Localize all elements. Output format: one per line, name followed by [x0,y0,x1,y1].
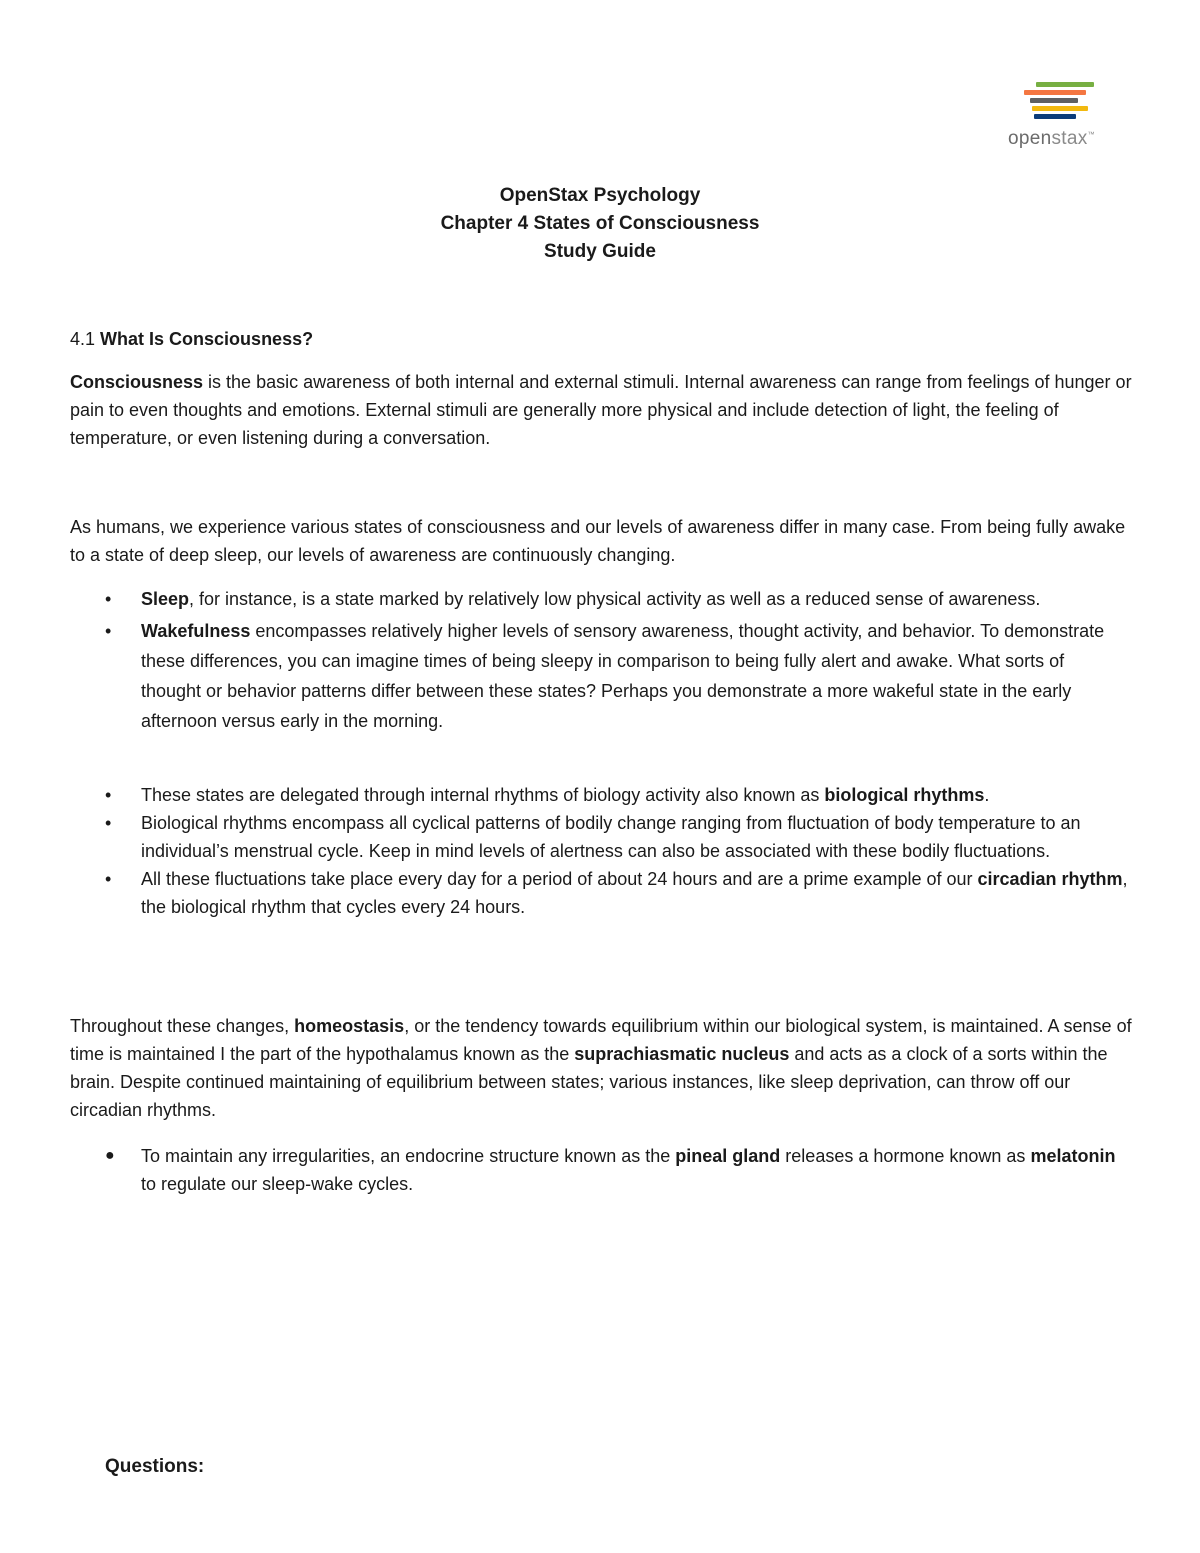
title-line-1: OpenStax Psychology [499,185,701,206]
bullet-icon: • [105,589,112,609]
logo-wordmark [1008,128,1095,150]
logo-bar-orange [1024,90,1086,95]
bullet-icon: • [105,621,112,641]
term-biological-rhythms: biological rhythms [824,785,985,805]
term-homeostasis: homeostasis [294,1016,405,1036]
bullet-icon: • [105,813,112,833]
bullet-icon: ● [105,1147,115,1164]
section-number: 4.1 [70,329,96,349]
title-line-3: Study Guide [544,241,656,262]
term-circadian-rhythm: circadian rhythm [977,869,1123,889]
term-wakefulness: Wakefulness [141,621,251,641]
openstax-logo [1008,80,1108,150]
list-item-circadian-end: , the biological rhythm that cycles every 24 hours. [141,869,1128,917]
term-pineal-gland: pineal gland [675,1146,781,1166]
paragraph-homeostasis-text-3: and acts as a clock of a sorts within the brain. Despite continued maintaining of equilibrium between states; various instances, like sleep deprivation, can throw off our circadian rhythms. [70,1044,1108,1120]
logo-bar-gray [1030,98,1078,103]
logo-stacked-bars-icon [1022,80,1092,124]
document-title [0,182,1200,266]
list-item-pineal-text-2: releases a hormone known as [780,1146,1031,1166]
term-consciousness: Consciousness [70,372,204,392]
bullet-list-pineal [0,1142,1200,1198]
paragraph-states [70,513,1135,569]
term-suprachiasmatic-nucleus: suprachiasmatic nucleus [574,1044,790,1064]
logo-bar-navy [1034,114,1076,119]
list-item-sleep-text: , for instance, is a state marked by relatively low physical activity as well as a reduced sense of awareness. [189,589,1041,609]
paragraph-states-text: As humans, we experience various states of consciousness and our levels of awareness differ in many case. From being fully awake to a state of deep sleep, our levels of awareness are continuously changing. [70,517,1126,565]
list-item-circadian [0,865,1200,921]
list-item-wakefulness-text: encompasses relatively higher levels of sensory awareness, thought activity, and behavior. To demonstrate these differences, you can imagine times of being sleepy in comparison to being fully alert and awake. What sorts of thought or behavior patterns differ between these states? Perhaps you demonstrate a more wakeful state in the early afternoon versus early in the morning. [141,621,1105,731]
list-item-cyclical-patterns-text: Biological rhythms encompass all cyclical patterns of bodily change ranging from fluctuation of body temperature to an individual’s menstrual cycle. Keep in mind levels of alertness can also be associated with these bodily fluctuations. [141,813,1081,861]
logo-bar-yellow [1032,106,1088,111]
paragraph-homeostasis-text-2: , or the tendency towards equilibrium within our biological system, is maintained. A sense of time is maintained I the part of the hypothalamus known as the [70,1016,1132,1064]
list-item-biological-rhythms-end: . [984,785,990,805]
list-item-pineal-text-3: to regulate our sleep-wake cycles. [141,1174,414,1194]
title-line-2: Chapter 4 States of Consciousness [440,213,760,234]
list-item-circadian-text: All these fluctuations take place every day for a period of about 24 hours and are a prime example of our [141,869,978,889]
list-item-pineal [0,1142,1200,1198]
logo-bar-green [1036,82,1094,87]
logo-word-stax: stax [1051,128,1088,149]
list-item-wakefulness [0,616,1200,736]
bullet-list-sleep-wake [0,585,1200,736]
bullet-icon: • [105,869,112,889]
list-item-pineal-text-1: To maintain any irregularities, an endocrine structure known as the [141,1146,676,1166]
term-melatonin: melatonin [1030,1146,1116,1166]
list-item-cyclical-patterns [0,809,1200,865]
paragraph-homeostasis-text-1: Throughout these changes, [70,1016,295,1036]
term-sleep: Sleep [141,589,190,609]
paragraph-consciousness-text: is the basic awareness of both internal and external stimuli. Internal awareness can range from feelings of hunger or pain to even thoughts and emotions. External stimuli are generally more physical and include detection of light, the feeling of temperature, or even listening during a conversation. [70,372,1132,448]
bullet-list-rhythms [0,781,1200,921]
bullet-icon: • [105,785,112,805]
paragraph-consciousness [70,368,1135,452]
questions-heading: Questions: [105,1456,205,1477]
section-title: What Is Consciousness? [100,329,314,349]
list-item-sleep [0,585,1200,613]
logo-word-open: open [1008,128,1052,149]
list-item-biological-rhythms-text: These states are delegated through internal rhythms of biology activity also known as [141,785,825,805]
section-heading [70,325,313,353]
list-item-biological-rhythms [0,781,1200,809]
logo-trademark: ™ [1087,131,1095,139]
paragraph-homeostasis [70,1012,1135,1124]
